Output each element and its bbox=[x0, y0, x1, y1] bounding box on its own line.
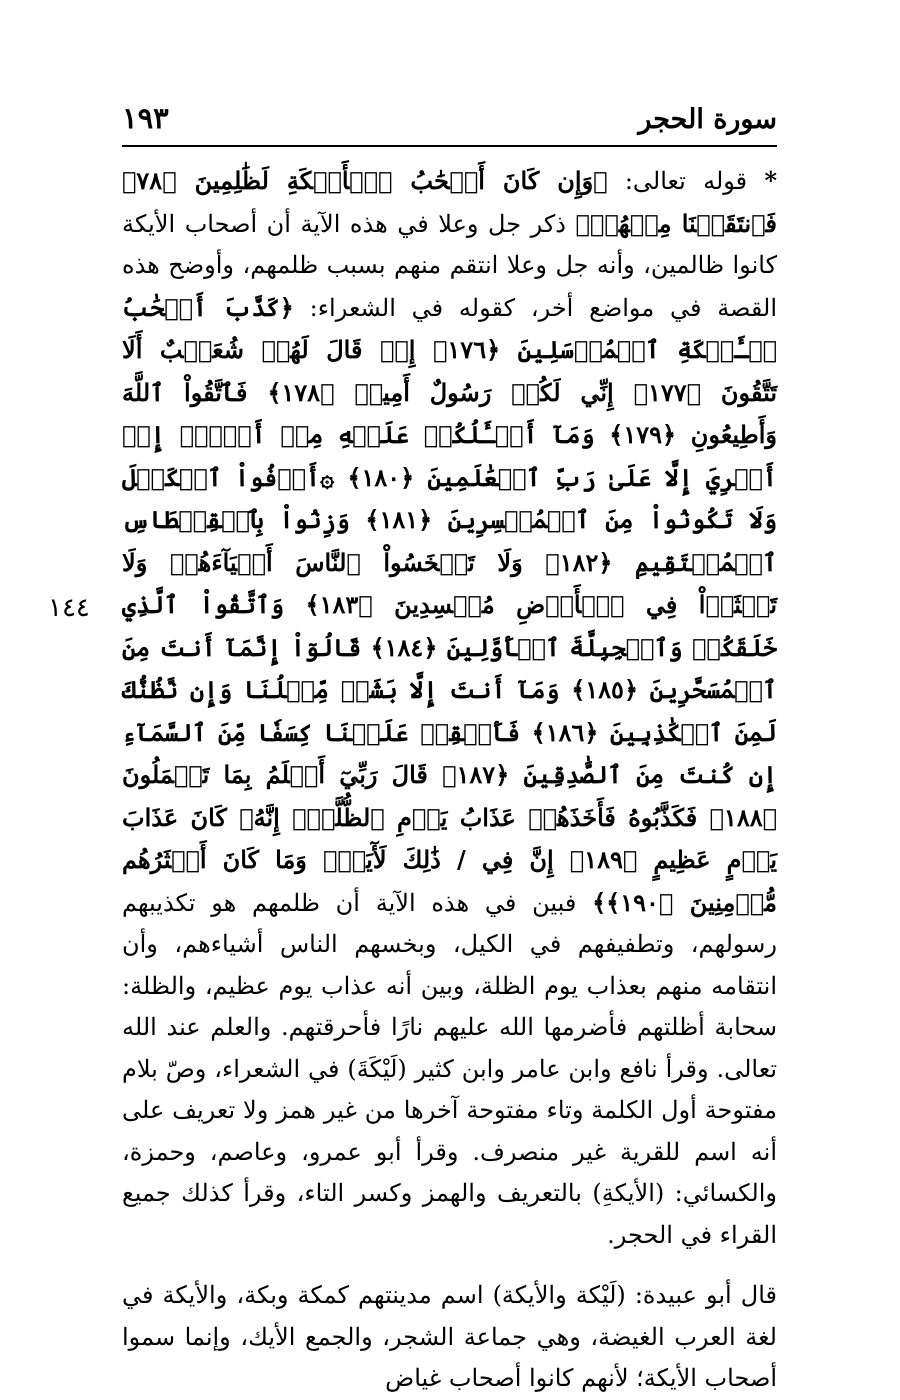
page-number: ١٩٣ bbox=[122, 101, 169, 135]
verse-intro: قوله تعالى: bbox=[624, 167, 748, 195]
margin-page-reference: ١٤٤ bbox=[48, 593, 90, 623]
commentary-text: ذكر جل وعلا في هذه الآية أن أصحاب الأيكة كانوا ظالمين، وأنه جل وعلا انتقم منهم بسبب ظلمهم، وأوضح هذه القصة في مواضع أخر، كقوله في الشعراء: bbox=[122, 209, 777, 322]
header-rule bbox=[122, 145, 777, 147]
asterisk-marker: * bbox=[764, 166, 777, 195]
quran-verse-shuara: ﴿كَذَّبَ أَصۡحَٰبُ لۡـَٔيۡكَةِ ٱلۡمُرۡسَلِينَ ﴿١٧٦﴾ إِذۡ قَالَ لَهُمۡ شُعَيۡبٌ أَلَا تَتَّقُونَ ﴿١٧٧﴾ إِنِّي لَكُمۡ رَسُولٌ أَمِينٞ ﴿١٧٨﴾ فَٱتَّقُواْ ٱللَّهَ وَأَطِيعُونِ ﴿١٧٩﴾ وَمَآ أَسۡـَٔلُكُمۡ عَلَيۡهِ مِنۡ أَجۡرٍۖ إِنۡ أَجۡرِيَ إِلَّا عَلَىٰ رَبِّ ٱلۡعَٰلَمِينَ ﴿١٨٠﴾ ۞أَوۡفُواْ ٱلۡكَيۡلَ وَلَا تَكُونُواْ مِنَ ٱلۡمُخۡسِرِينَ ﴿١٨١﴾ وَزِنُواْ بِٱلۡقِسۡطَاسِ ٱلۡمُسۡتَقِيمِ ﴿١٨٢﴾ وَلَا تَبۡخَسُواْ ٱلنَّاسَ أَشۡيَآءَهُمۡ وَلَا تَعۡثَوۡاْ فِي ٱلۡأَرۡضِ مُفۡسِدِينَ ﴿١٨٣﴾ وَٱتَّقُواْ ٱلَّذِي خَلَقَكُمۡ وَٱلۡجِبِلَّةَ ٱلۡأَوَّلِينَ ﴿١٨٤﴾ قَالُوٓاْ إِنَّمَآ أَنتَ مِنَ ٱلۡمُسَحَّرِينَ ﴿١٨٥﴾ وَمَآ أَنتَ إِلَّا بَشَرٞ مِّثۡلُنَا وَإِن نَّظُنُّكَ لَمِنَ ٱلۡكَٰذِبِينَ ﴿١٨٦﴾ فَأَسۡقِطۡ عَلَيۡنَا كِسَفٗا مِّنَ ٱلسَّمَآءِ إِن كُنتَ مِنَ ٱلصَّٰدِقِينَ ﴿١٨٧﴾ قَالَ رَبِّيٓ أَعۡلَمُ بِمَا تَعۡمَلُونَ ﴿١٨٨﴾ فَكَذَّبُوهُ فَأَخَذَهُمۡ عَذَابُ يَوۡمِ ٱلظُّلَّةِۚ إِنَّهُۥ كَانَ عَذَابَ يَوۡمٍ عَظِيمٍ ﴿١٨٩﴾ إِنَّ فِي / ذَٰلِكَ لَأٓيَةٗۖ وَمَا كَانَ أَكۡثَرُهُم مُّؤۡمِنِينَ ﴿١٩٠﴾﴾ bbox=[122, 292, 778, 917]
commentary-text-2: فبين في هذه الآية أن ظلمهم هو تكذيبهم رسولهم، وتطفيفهم في الكيل، وبخسهم الناس أشياءهم، وأن انتقامه منهم بعذاب يوم الظلة، وبين أنه عذاب يوم عظيم، والظلة: سحابة أظلتهم فأضرمها الله عليهم نارًا فأحرقتهم. والعلم عند الله تعالى. وقرأ نافع وابن عامر وابن كثير (لَيْكَةَ) في الشعراء، وصّ بلام مفتوحة أول الكلمة وتاء مفتوحة آخرها من غير همز ولا تعريف على أنه اسم للقرية غير منصرف. وقرأ أبو عمرو، وعاصم، وحمزة، والكسائي: (الأيكةِ) بالتعريف والهمز وكسر التاء، وقرأ كذلك جميع القراء في الحجر. bbox=[122, 888, 777, 1249]
paragraph-1 bbox=[122, 160, 777, 1256]
paragraph-2: قال أبو عبيدة: (لَيْكة والأيكة) اسم مدينتهم كمكة وبكة، والأيكة في لغة العرب الغيضة، وهي جماعة الشجر، والجمع الأيك، وإنما سموا أصحاب الأيكة؛ لأنهم كانوا أصحاب غياض bbox=[122, 1281, 777, 1392]
surah-title: سورة الحجر bbox=[638, 104, 777, 135]
body-text bbox=[122, 160, 777, 1400]
quran-verse: ﴿وَإِن كَانَ أَصۡحَٰبُ ٱلۡأَيۡكَةِ لَظَٰلِمِينَ ﴿٧٨﴾ فَٱنتَقَمۡنَا مِنۡهُمۡ﴾ bbox=[122, 166, 778, 238]
page-header bbox=[122, 100, 777, 140]
